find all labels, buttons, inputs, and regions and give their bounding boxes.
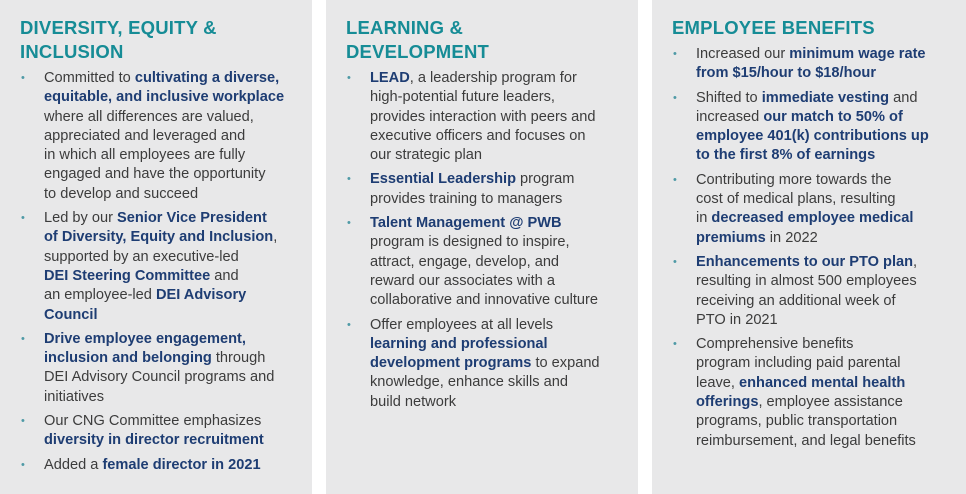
emphasis-text: diversity in director recruitment xyxy=(44,432,264,449)
emphasis-text: minimum wage rate from $15/hour to $18/hour xyxy=(696,46,926,82)
bullet-icon: • xyxy=(347,318,351,331)
body-text: Led by our xyxy=(44,210,118,227)
emphasis-text: decreased employee medical premiums xyxy=(696,210,914,246)
emphasis-text: LEAD xyxy=(370,70,410,86)
bullet-icon: • xyxy=(21,415,25,428)
body-text: Added a xyxy=(44,456,103,473)
body-text: through DEI Advisory Council programs and initiatives xyxy=(44,350,275,405)
body-text: program provides training to managers xyxy=(370,171,575,207)
benefits-panel xyxy=(652,0,966,494)
body-text: where all differences are valued, appreciated and leveraged and in which all employees are fully engaged and have the opportunity to develop and succeed xyxy=(44,108,266,202)
bullet-icon: • xyxy=(673,173,677,186)
bullet-icon: • xyxy=(21,72,25,84)
emphasis-text: Senior Vice President of Diversity, Equity and Inclusion xyxy=(44,210,274,246)
list-item xyxy=(326,170,638,209)
emphasis-text: Drive employee engagement, inclusion and belonging xyxy=(44,330,246,367)
emphasis-text: Essential Leadership xyxy=(370,171,516,188)
list-item xyxy=(0,330,312,407)
body-text: , a leadership program for high-potential future leaders, provides interaction with peers and executive officers and focuses on our strategic plan xyxy=(370,70,596,164)
body-text: in 2022 xyxy=(765,229,818,246)
list-item xyxy=(652,253,966,330)
learning-panel xyxy=(326,0,638,494)
list-item xyxy=(0,209,312,325)
body-text: program is designed to inspire, attract, engage, develop, and reward our associates with a collaborative and innovative culture xyxy=(370,234,598,309)
list-item xyxy=(326,214,638,310)
list-item xyxy=(326,316,638,412)
list-item xyxy=(0,412,312,451)
benefits-title: EMPLOYEE BENEFITS xyxy=(672,17,875,38)
list-item xyxy=(0,69,312,204)
list-item xyxy=(326,69,638,165)
emphasis-text: Talent Management @ PWB xyxy=(370,215,562,232)
list-item xyxy=(652,45,966,84)
dei-title: DIVERSITY, EQUITY & INCLUSION xyxy=(20,17,217,62)
bullet-icon: • xyxy=(673,255,677,268)
emphasis-text: immediate vesting xyxy=(761,89,890,106)
emphasis-text: enhanced mental health offerings xyxy=(696,374,906,411)
bullet-icon: • xyxy=(673,48,677,60)
body-text: Increased our xyxy=(696,46,790,62)
emphasis-text: our match to 50% of employee 401(k) contributions up to the first 8% of earnings xyxy=(696,108,929,164)
body-text: Shifted to xyxy=(696,89,762,106)
benefits-list xyxy=(652,45,966,451)
emphasis-text: female director in 2021 xyxy=(102,456,261,473)
body-text: , supported by an executive-led xyxy=(44,229,278,265)
list-item xyxy=(652,89,966,166)
body-text: Comprehensive benefits program including paid parental leave, xyxy=(696,336,901,391)
bullet-icon: • xyxy=(21,332,25,345)
dei-list xyxy=(0,69,312,475)
bullet-icon: • xyxy=(673,338,677,351)
learning-list xyxy=(326,69,638,412)
list-item xyxy=(652,335,966,451)
emphasis-text: DEI Advisory Council xyxy=(44,287,247,323)
bullet-icon: • xyxy=(673,91,677,104)
emphasis-text: DEI Steering Committee xyxy=(44,267,211,284)
body-text: Our CNG Committee emphasizes xyxy=(44,413,262,430)
emphasis-text: Enhancements to our PTO plan xyxy=(696,253,914,270)
body-text: to expand knowledge, enhance skills and build network xyxy=(370,355,600,410)
body-text: and increased xyxy=(696,89,918,125)
body-text: Contributing more towards the cost of medical plans, resulting in xyxy=(696,171,896,227)
emphasis-text: cultivating a diverse, equitable, and inclusive workplace xyxy=(44,70,285,106)
emphasis-text: learning and professional development programs xyxy=(370,335,548,372)
bullet-icon: • xyxy=(21,458,25,471)
body-text: Offer employees at all levels xyxy=(370,316,554,333)
dei-panel xyxy=(0,0,312,494)
bullet-icon: • xyxy=(347,72,351,84)
list-item xyxy=(652,171,966,248)
bullet-icon: • xyxy=(347,217,351,230)
bullet-icon: • xyxy=(21,212,25,225)
body-text: , employee assistance programs, public transportation reimbursement, and legal benefits xyxy=(696,394,916,449)
list-item xyxy=(0,456,312,475)
body-text: , resulting in almost 500 employees receiving an additional week of PTO in 2021 xyxy=(696,253,918,328)
body-text: Committed to xyxy=(44,70,135,86)
bullet-icon: • xyxy=(347,173,351,186)
body-text: and an employee-led xyxy=(44,267,239,304)
learning-title: LEARNING & DEVELOPMENT xyxy=(346,17,490,62)
